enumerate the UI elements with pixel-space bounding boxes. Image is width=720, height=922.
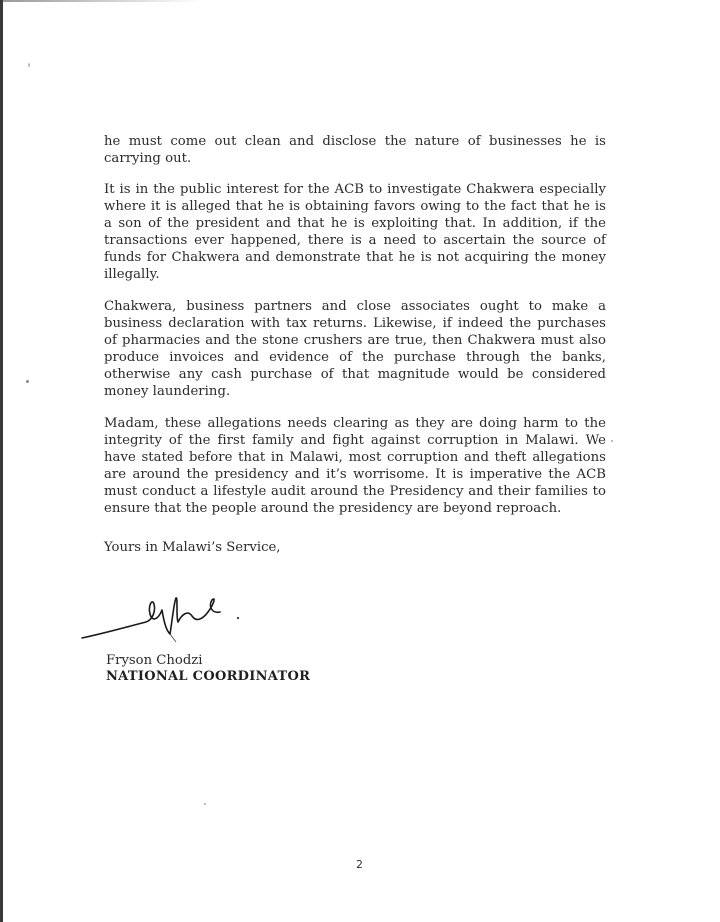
handwritten-signature [80, 592, 270, 652]
paragraph-business-declaration: Chakwera, business partners and close associates ought to make a business declaration with tax returns. Likewise, if indeed the purchases of pharmacies and the stone crushers are true, then Chakwera must also produce invoices and evidence of the purchase through the banks, otherwise any cash purchase of that magnitude would be considered money laundering. [104, 299, 606, 399]
scan-speck [26, 380, 29, 383]
page-number: 2 [356, 858, 363, 871]
closing-salutation: Yours in Malawi’s Service, [104, 540, 281, 555]
signer-name: Fryson Chodzi [106, 653, 203, 668]
paragraph-continuation: he must come out clean and disclose the nature of businesses he is carrying out. [104, 134, 606, 166]
paragraph-allegations: Madam, these allegations needs clearing as they are doing harm to the integrity of the first family and fight against corruption in Malawi. We have stated before that in Malawi, most corruption and theft allegations are around the presidency and it’s worrisome. It is imperative the ACB must conduct a lifestyle audit around the Presidency and their families to ensure that the people around the presidency are beyond reproach. [104, 416, 606, 516]
letter-body [104, 133, 606, 684]
scan-speck [28, 63, 30, 67]
scan-left-edge [0, 0, 3, 922]
scan-speck [204, 803, 206, 805]
signer-title: NATIONAL COORDINATOR [106, 669, 311, 684]
scan-speck [611, 440, 613, 442]
paragraph-acb-investigation: It is in the public interest for the ACB to investigate Chakwera especially where it is alleged that he is obtaining favors owing to the fact that he is a son of the president and that he is exploiting that. In addition, if the transactions ever happened, there is a need to ascertain the source of funds for Chakwera and demonstrate that he is not acquiring the money illegally. [104, 182, 606, 282]
scan-top-edge [3, 0, 203, 2]
